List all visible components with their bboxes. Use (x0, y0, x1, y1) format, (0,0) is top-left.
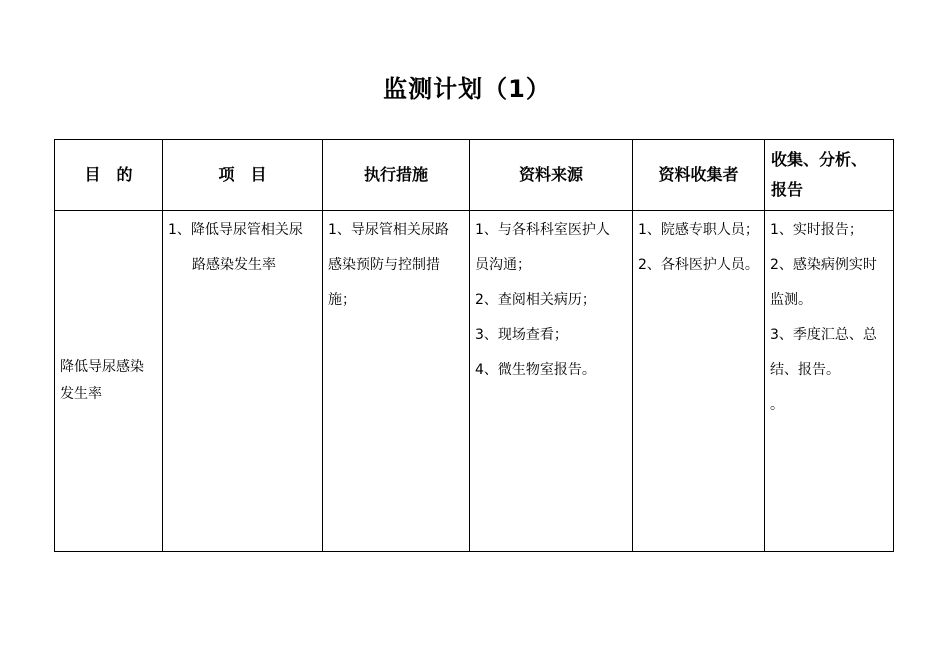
cell-reporting (765, 211, 894, 552)
header-reporting (765, 140, 894, 211)
sources-line-5: 4、微生物室报告。 (475, 362, 596, 378)
cell-collectors (633, 211, 765, 552)
collectors-line-2: 2、各科医护人员。 (638, 257, 759, 273)
item-line-1: 1、降低导尿管相关尿 (168, 222, 303, 238)
table-row (55, 211, 894, 552)
page-title: 监测计划（1） (383, 75, 551, 103)
reporting-line-1: 1、实时报告； (770, 222, 863, 238)
reporting-line-4: 3、季度汇总、总 (770, 327, 877, 343)
sources-line-1: 1、与各科科室医护人 (475, 222, 610, 238)
header-collectors: 资料收集者 (633, 140, 765, 211)
reporting-line-2: 2、感染病例实时 (770, 257, 877, 273)
cell-item (163, 211, 323, 552)
reporting-line-6: 。 (770, 397, 784, 413)
header-reporting-line-2: 报告 (771, 180, 804, 199)
header-measures: 执行措施 (323, 140, 470, 211)
measures-line-1: 1、导尿管相关尿路 (328, 222, 449, 238)
cell-measures (323, 211, 470, 552)
reporting-line-3: 监测。 (770, 292, 812, 308)
reporting-line-5: 结、报告。 (770, 362, 840, 378)
monitoring-plan-table (54, 139, 894, 552)
sources-line-4: 3、现场查看； (475, 327, 568, 343)
measures-line-3: 施； (328, 292, 356, 308)
sources-line-3: 2、查阅相关病历； (475, 292, 596, 308)
purpose-line-1: 降低导尿感染 (60, 359, 144, 375)
header-purpose: 目 的 (55, 140, 163, 211)
header-reporting-line-1: 收集、分析、 (771, 150, 868, 169)
collectors-line-1: 1、院感专职人员； (638, 222, 759, 238)
sources-line-2: 员沟通； (475, 257, 531, 273)
header-sources: 资料来源 (470, 140, 633, 211)
item-line-2: 路感染发生率 (192, 257, 276, 273)
header-item: 项 目 (163, 140, 323, 211)
table-header-row (55, 140, 894, 211)
cell-sources (470, 211, 633, 552)
purpose-line-2: 发生率 (60, 386, 102, 402)
cell-purpose (55, 211, 163, 552)
measures-line-2: 感染预防与控制措 (328, 257, 440, 273)
